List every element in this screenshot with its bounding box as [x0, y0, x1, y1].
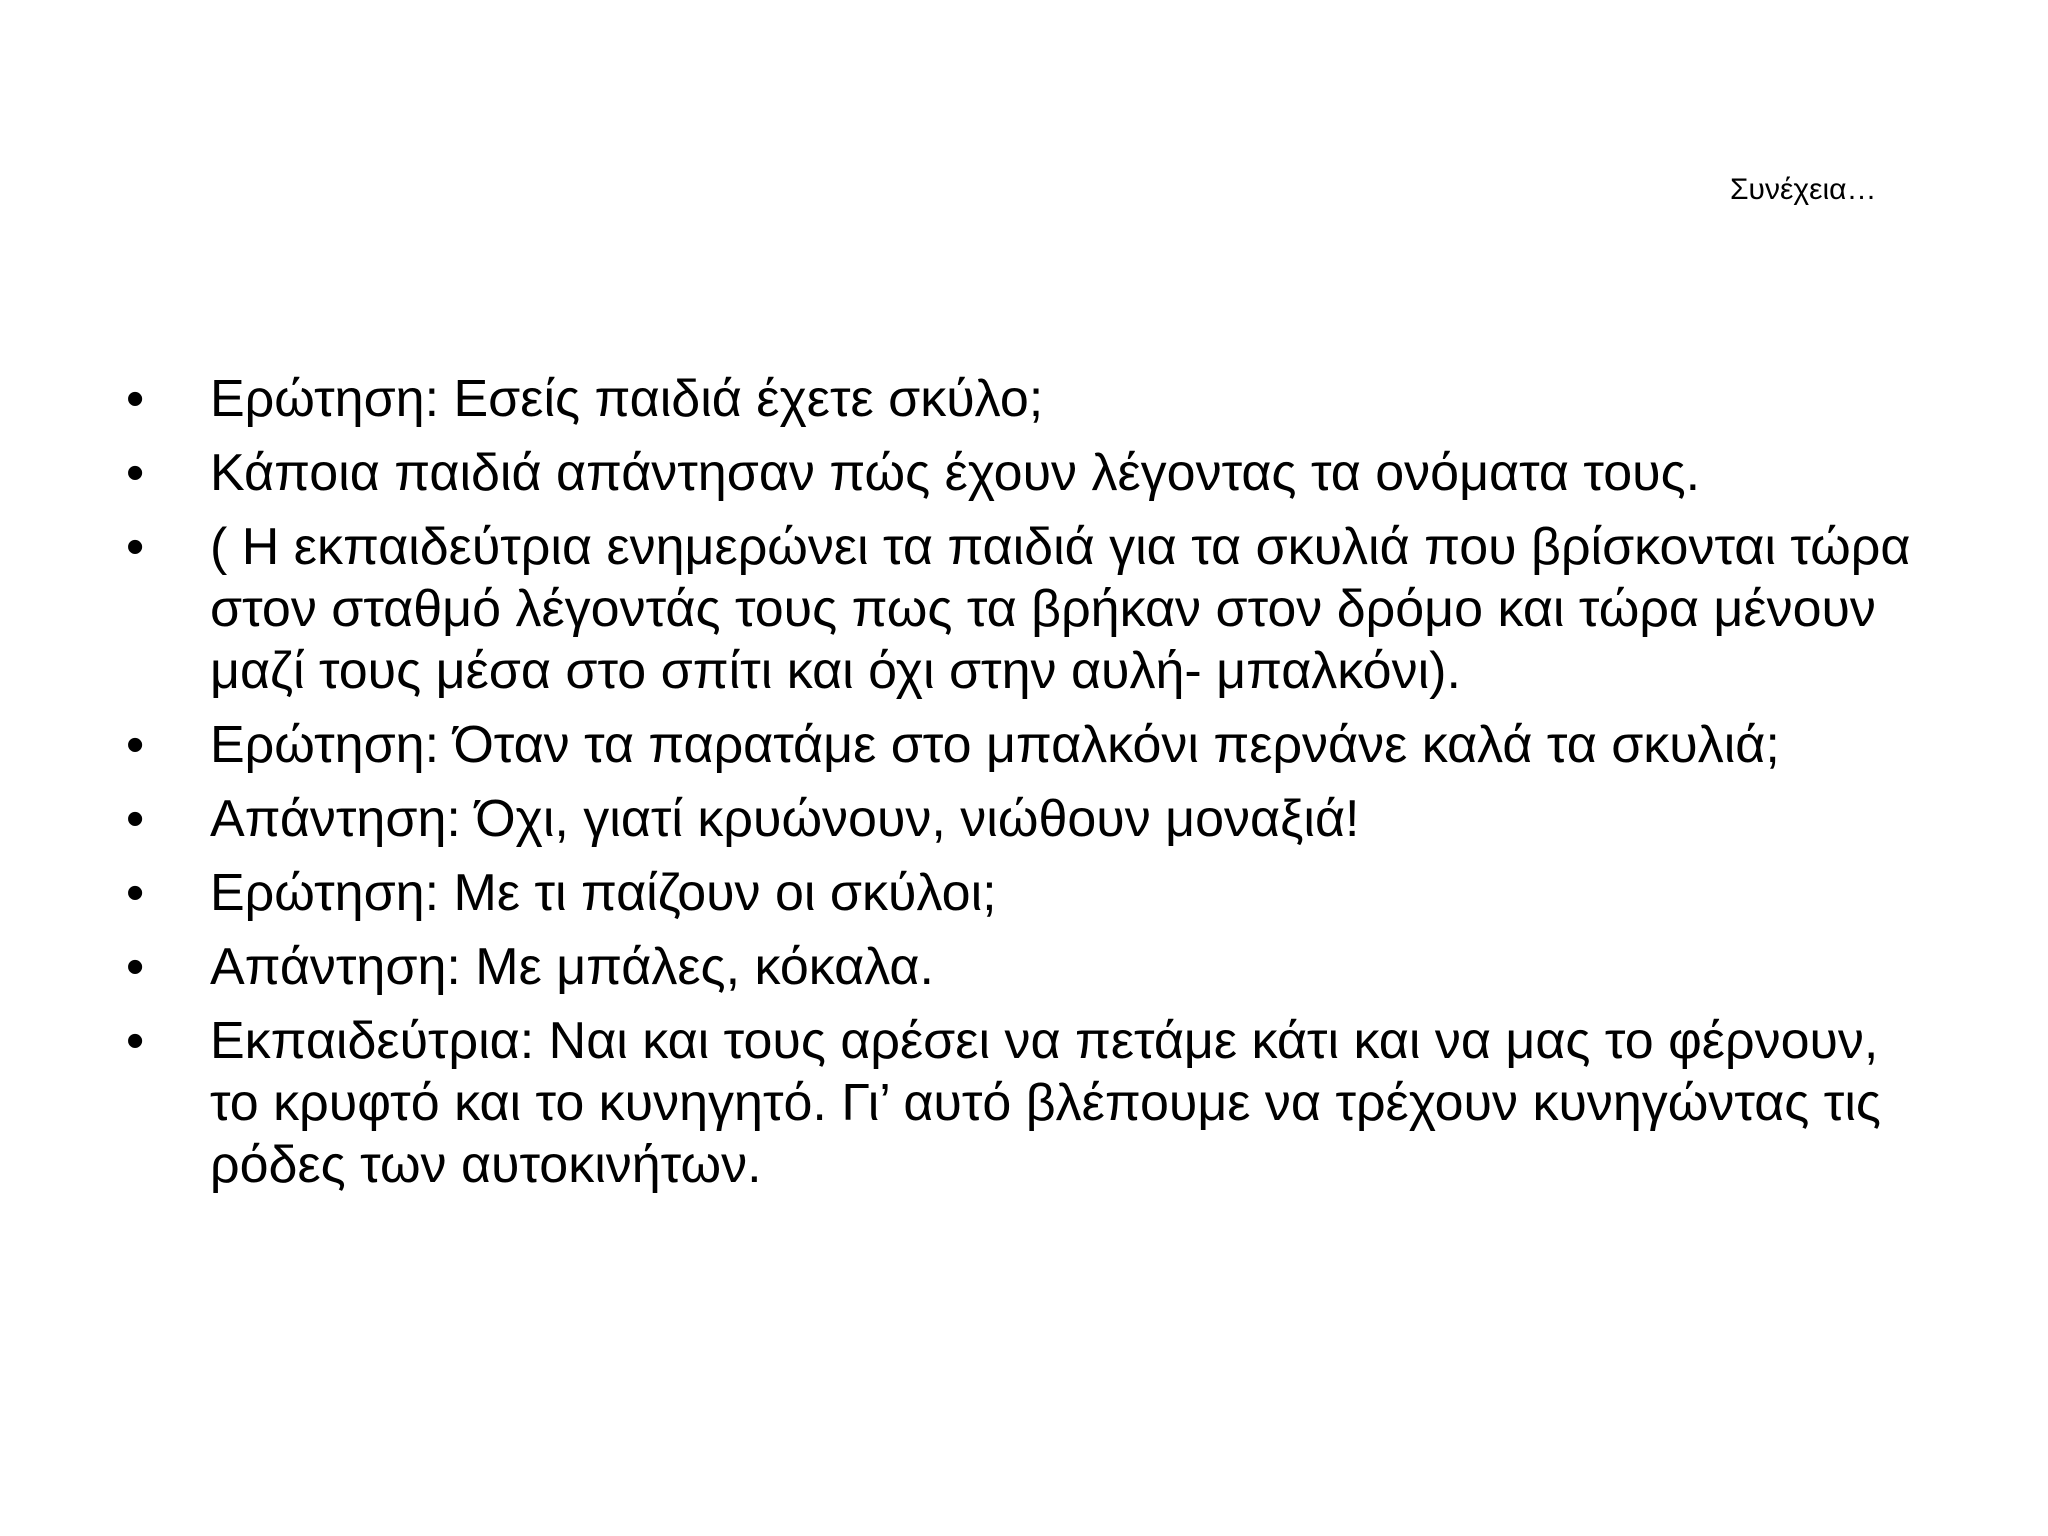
bullet-icon: •: [126, 864, 145, 922]
bullet-list: [120, 368, 1920, 1208]
list-item-text: Απάντηση: Όχι, γιατί κρυώνουν, νιώθουν μοναξιά!: [210, 790, 1360, 848]
bullet-icon: •: [126, 938, 145, 996]
bullet-icon: •: [126, 1012, 145, 1070]
bullet-icon: •: [126, 716, 145, 774]
list-item-text: Ερώτηση: Εσείς παιδιά έχετε σκύλο;: [210, 370, 1044, 428]
list-item: [120, 1010, 1920, 1196]
list-item-text: Απάντηση: Με μπάλες, κόκαλα.: [210, 938, 934, 996]
bullet-icon: •: [126, 444, 145, 502]
bullet-icon: •: [126, 370, 145, 428]
list-item-text: Εκπαιδεύτρια: Ναι και τους αρέσει να πετάμε κάτι και να μας το φέρνουν, το κρυφτό και το κυνηγητό. Γι’ αυτό βλέπουμε να τρέχουν κυνηγώντας τις ρόδες των αυτοκινήτων.: [210, 1012, 1881, 1194]
list-item-text: Ερώτηση: Με τι παίζουν οι σκύλοι;: [210, 864, 997, 922]
list-item: [120, 516, 1920, 702]
list-item: [120, 936, 1920, 998]
list-item: [120, 862, 1920, 924]
list-item-text: Κάποια παιδιά απάντησαν πώς έχουν λέγοντας τα ονόματα τους.: [210, 444, 1701, 502]
list-item-text: ( Η εκπαιδεύτρια ενημερώνει τα παιδιά για τα σκυλιά που βρίσκονται τώρα στον σταθμό λέγοντάς τους πως τα βρήκαν στον δρόμο και τώρα μένουν μαζί τους μέσα στο σπίτι και όχι στην αυλή- μπαλκόνι).: [210, 518, 1911, 700]
bullet-icon: •: [126, 790, 145, 848]
list-item: [120, 368, 1920, 430]
list-item: [120, 714, 1920, 776]
slide-title: Συνέχεια…: [1730, 173, 1877, 206]
list-item-text: Ερώτηση: Όταν τα παρατάμε στο μπαλκόνι περνάνε καλά τα σκυλιά;: [210, 716, 1780, 774]
list-item: [120, 442, 1920, 504]
bullet-icon: •: [126, 518, 145, 576]
list-item: [120, 788, 1920, 850]
